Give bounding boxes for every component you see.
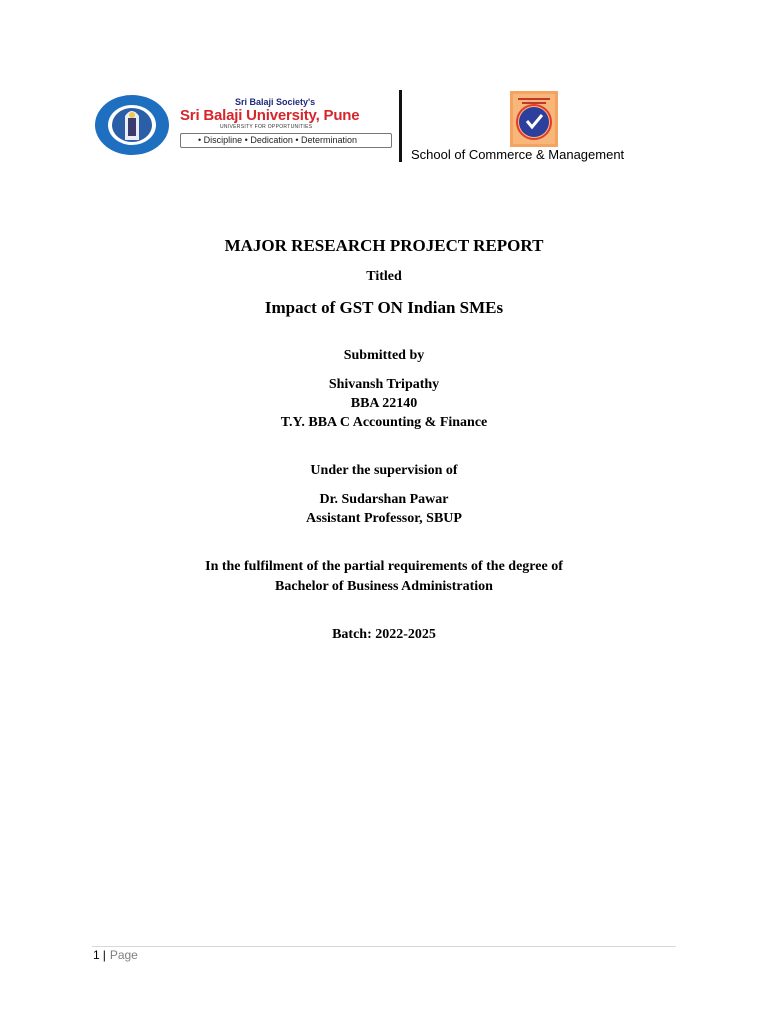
report-title: Impact of GST ON Indian SMEs [264, 298, 504, 317]
fulfilment-line-2: Bachelor of Business Administration [275, 579, 493, 594]
supervisor-name: Dr. Sudarshan Pawar [319, 492, 449, 507]
scm-logo [510, 91, 558, 147]
student-roll: BBA 22140 [350, 396, 418, 411]
page-label: Page [109, 948, 138, 962]
footer-rule [92, 946, 676, 947]
university-tagline: UNIVERSITY FOR OPPORTUNITIES [220, 124, 313, 130]
supervisor-designation: Assistant Professor, SBUP [306, 511, 462, 526]
titled-label: Titled [366, 269, 402, 284]
university-name: Sri Balaji University, Pune [180, 107, 360, 124]
report-heading: MAJOR RESEARCH PROJECT REPORT [224, 236, 544, 255]
header-divider [399, 90, 402, 162]
batch: Batch: 2022-2025 [332, 627, 436, 642]
university-seal-logo [94, 94, 170, 156]
motto-text: • Discipline • Dedication • Determination [198, 135, 358, 145]
footer-separator: | [102, 948, 106, 962]
student-name: Shivansh Tripathy [328, 377, 440, 392]
supervision-label: Under the supervision of [310, 463, 458, 478]
society-text: Sri Balaji Society's [235, 97, 316, 107]
sbup-wordmark [180, 97, 392, 157]
page-footer [93, 948, 138, 962]
page-number: 1 [93, 948, 100, 962]
student-class: T.Y. BBA C Accounting & Finance [280, 415, 488, 430]
fulfilment-line-1: In the fulfilment of the partial requirements of the degree of [205, 559, 563, 574]
school-name: School of Commerce & Management [411, 147, 625, 162]
submitted-by-label: Submitted by [343, 348, 425, 363]
